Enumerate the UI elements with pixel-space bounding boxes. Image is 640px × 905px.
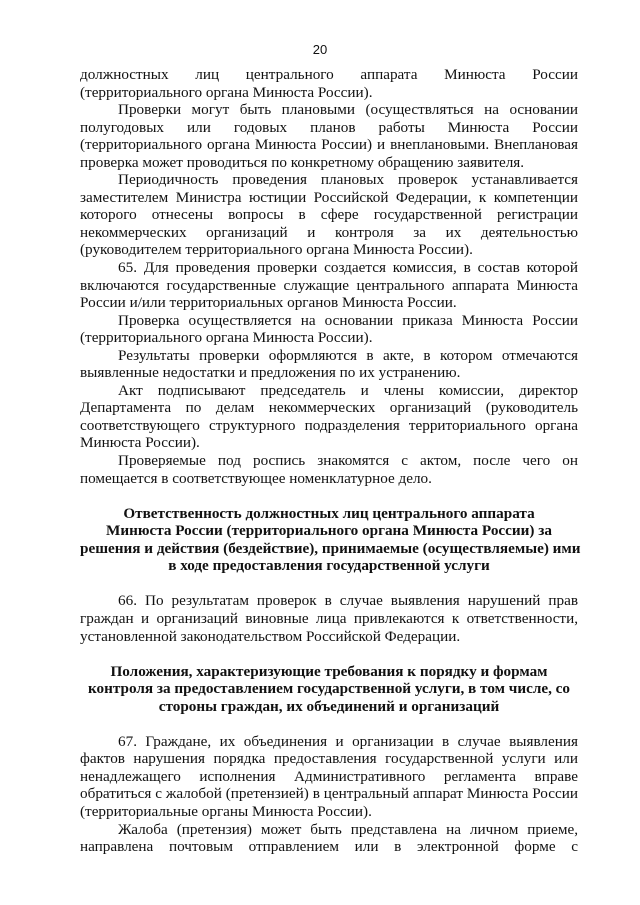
text-line: (территориального органа Минюста России). [80,329,373,347]
text-line: некоммерческих организаций и контроля за их деятельностью [80,223,578,241]
section-heading [80,504,581,575]
text-line: которого отнесены вопросы в сфере государственной регистрации [80,206,578,224]
text-line: 65. Для проведения проверки создается комиссия, в состав которой [118,259,578,277]
heading-line: решения и действия (бездействие), принимаемые (осуществляемые) ими [80,539,581,557]
paragraph [80,101,578,171]
text-line: Периодичность проведения плановых проверок устанавливается [118,171,578,189]
paragraph [80,592,578,645]
heading-line: Положения, характеризующие требования к порядку и формам [110,662,548,680]
text-line: включаются государственные служащие центрального аппарата Минюста [80,276,578,294]
section-spacer [80,645,578,663]
paragraph [80,66,578,101]
text-line: помещается в соответствующее номенклатурное дело. [80,469,432,487]
paragraph [80,382,578,452]
paragraph [80,347,578,382]
text-line: заместителем Министра юстиции Российской Федерации, к компетенции [80,188,578,206]
text-line: (территориального органа Минюста России). [80,83,373,101]
text-line: ненадлежащего исполнения Административного регламента вправе [80,767,578,785]
text-line: соответствующего структурного подразделения территориального органа [80,416,578,434]
section-spacer [80,487,578,505]
text-line: Проверяемые под роспись знакомятся с актом, после чего он [118,452,578,470]
text-line: граждан и организаций виновные лица привлекаются к ответственности, [80,609,578,627]
text-line: 67. Граждане, их объединения и организации в случае выявления [118,732,578,750]
heading-line: контроля за предоставлением государственной услуги, в том числе, со [87,680,571,698]
text-line: Департамента по делам некоммерческих организаций (руководитель [80,399,578,417]
text-line: проверка может проводиться по конкретному обращению заявителя. [80,153,525,171]
text-line: должностных лиц центрального аппарата Минюста России [80,66,578,83]
text-line: установленной законодательством Российской Федерации. [80,627,461,645]
paragraph [80,312,578,347]
section-spacer [80,575,578,593]
heading-line: стороны граждан, их объединений и организаций [158,697,500,715]
section-spacer [80,715,578,733]
text-line: (территориальные органы Минюста России). [80,802,372,820]
text-line: Минюста России). [80,434,200,452]
text-line: Проверки могут быть плановыми (осуществляться на основании [118,101,578,119]
text-line: Акт подписывают председатель и члены комиссии, директор [118,381,578,399]
text-line: (территориального органа Минюста России) и внеплановыми. Внеплановая [80,136,578,154]
heading-line: в ходе предоставления государственной услуги [168,557,490,575]
text-line: Результаты проверки оформляются в акте, в котором отмечаются [118,346,578,364]
paragraph [80,733,578,821]
page-number: 20 [312,42,328,57]
text-line: обратиться с жалобой (претензией) в центральный аппарат Минюста России [80,785,578,803]
document-body [80,66,581,856]
text-line: России и/или территориальных органов Минюста России. [80,294,457,312]
text-line: выявленные недостатки и предложения по их устранению. [80,364,461,382]
paragraph [80,821,578,856]
heading-line: Ответственность должностных лиц центрального аппарата [123,504,535,522]
text-line: (руководителем территориального органа Минюста России). [80,241,473,259]
text-line: направлена почтовым отправлением или в электронной форме с [80,838,578,856]
text-line: полугодовых или годовых планов работы Минюста России [80,118,578,136]
text-line: фактов нарушения порядка предоставления государственной услуги или [80,750,578,768]
text-line: 66. По результатам проверок в случае выявления нарушений прав [118,592,578,610]
paragraph [80,171,578,259]
text-line: Жалоба (претензия) может быть представлена на личном приеме, [118,820,578,838]
heading-line: Минюста России (территориального органа Минюста России) за [106,522,552,540]
paragraph [80,259,578,312]
text-line: Проверка осуществляется на основании приказа Минюста России [118,311,578,329]
section-heading [80,663,578,716]
paragraph [80,452,578,487]
